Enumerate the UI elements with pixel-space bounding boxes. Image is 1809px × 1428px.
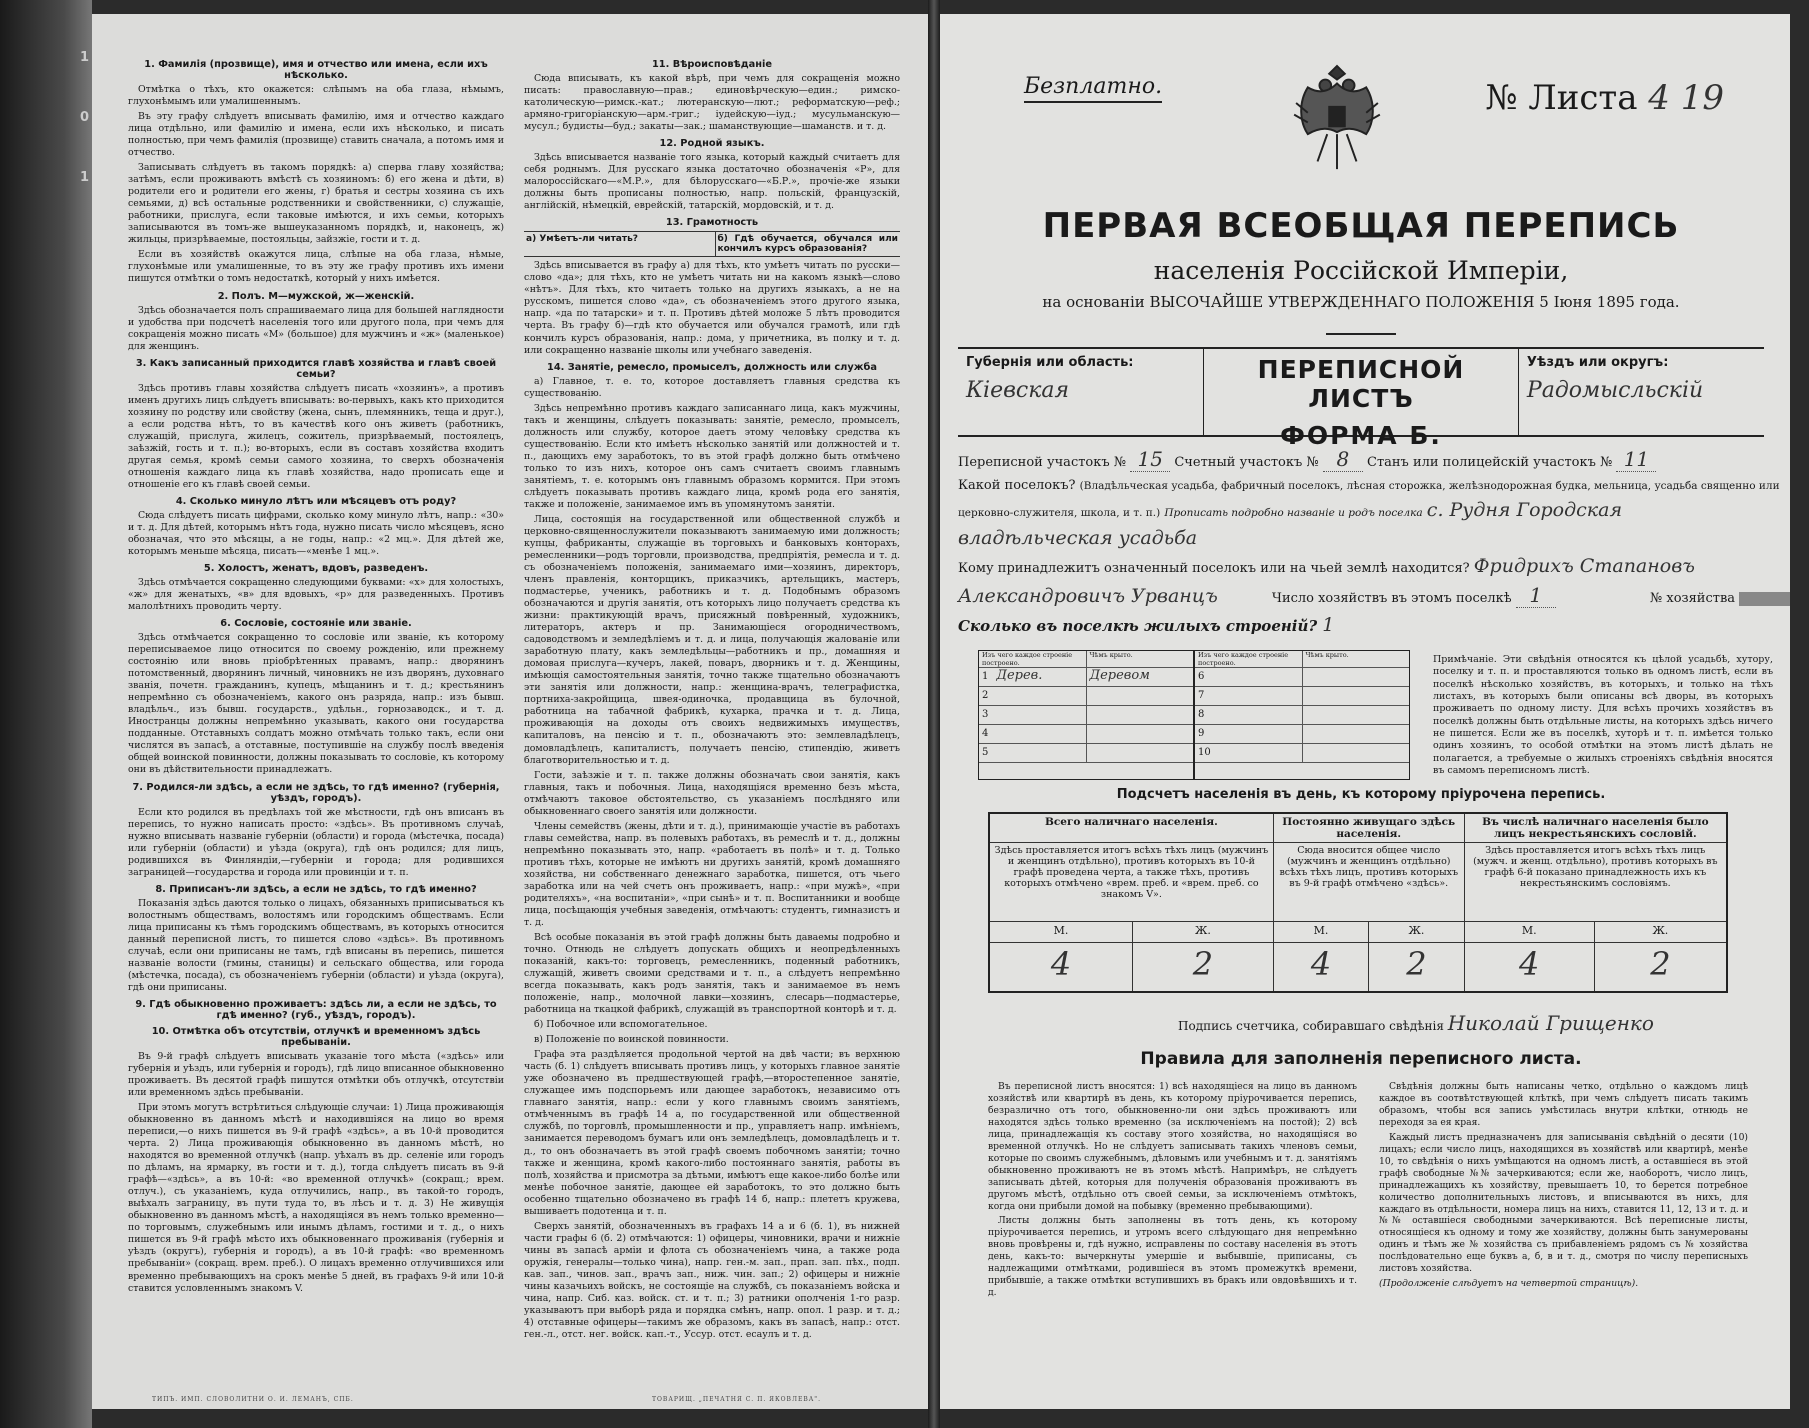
instruction-heading: 8. Приписанъ-ли здѣсь, а если не здѣсь, то гдѣ именно?: [155, 883, 477, 895]
rule-paragraph: Въ переписной листъ вносятся: 1) всѣ находящіеся на лицо въ данномъ хозяйствѣ или квартирѣ въ день, къ которому пріурочивается перепись, безразлично отъ того, обыкновенно-ли они здѣсь проживаютъ или находятся здѣсь только временно (за исключеніемъ на постой); 2) всѣ лица, принадлежащія къ составу этого хозяйства, но находящіяся во временной отлучкѣ. Но не слѣдуетъ записывать такихъ членовъ семьи, которые по своимъ служебнымъ, дѣловымъ или учебнымъ и т. д. занятіямъ обыкновенно проживаютъ не въ этомъ мѣстѣ. Напримѣръ, не слѣдуетъ записывать дѣтей, которыя для полученія образованія проживаютъ въ другомъ мѣстѣ, отдѣльно отъ своей семьи, за исключеніемъ отмѣтокъ, когда они прибыли домой на побывку (временно пребывающими).: [988, 1081, 1357, 1212]
building-roof: [1086, 725, 1194, 743]
divider: [1326, 333, 1396, 335]
literacy-subheading: б) Гдѣ обучается, обучался или кончилъ курсъ образованія?: [715, 232, 901, 256]
female-label: Ж.: [1133, 922, 1274, 943]
buildings-header: Чѣмъ крыто.: [1302, 651, 1410, 667]
instruction-text: Здѣсь вписывается названіе того языка, который каждый считаетъ для себя роднымъ. Для русскаго языка достаточно обозначенія «Р», для малороссійскаго—«М.Р.», для бѣлорусскаго—«Б.Р.», прочіе-же языки должны быть прописаны полностью, напр. польскій, французскій, англійскій, нѣмецкій, еврейскій, татарскій, мордовскій, и т. д.: [524, 152, 900, 212]
document-subtitle: населенія Россійской Имперіи,: [1153, 256, 1569, 285]
instruction-heading: 6. Сословіе, состояніе или званіе.: [220, 618, 412, 630]
instruction-text: Лица, состоящія на государственной или общественной службѣ и церковно-священнослужители показываютъ занимаемую ими должность; купцы, фабриканты, служащіе въ торговыхъ и банковыхъ конторахъ, ремесленники—родъ торговли, производства, предпріятія, ремесла и т. д. съ обозначеніемъ положенія, занимаемаго ими—хозяинъ, директоръ, членъ правленія, конторщикъ, приказчикъ, артельщикъ, мастеръ, подмастерье, ученикъ, работникъ и т. д. Подобнымъ образомъ обозначаются и другія занятія, отъ которыхъ лицо получаетъ средства къ жизни: практикующій врачъ, присяжный повѣренный, художникъ, литераторъ, актеръ и пр. Занимающіеся огородничествомъ, садоводствомъ и земледѣліемъ и т. д. и лица, получающія жалованіе или заработную плату, какъ земледѣльцы—работникъ и пр., домашняя и домовая прислуга—кучеръ, лакей, поваръ, дворникъ и т. д. Женщины, имѣющія самостоятельныя занятія, точно также тщательно обозначаютъ эти занятія или должности, напр.: женщина-врачъ, телеграфистка, портниха-закройщица, швея-одиночка, продавщица въ булочной, работница на табачной фабрикѣ, кухарка, прачка и т. д. Лица, проживающія на доходы отъ своихъ недвижимыхъ имуществъ, капиталовъ, на пенсію и т. п., обозначаютъ это: землевладѣлецъ, домовладѣлецъ, капиталистъ, получаетъ пенсію, стипендію, живетъ благотворительностью и т. д.: [524, 513, 900, 766]
building-material-cell: [979, 668, 1086, 686]
stan-value: 11: [1616, 447, 1656, 472]
literacy-subcolumns: [524, 231, 900, 257]
province-value: Кіевская: [966, 378, 1070, 403]
instruction-heading: 12. Родной языкъ.: [659, 138, 765, 150]
form-name: ФОРМА Б.: [1280, 421, 1442, 450]
buildings-row: [979, 744, 1193, 763]
settlement-hint-3: Прописать подробно названіе и родъ поселка: [1164, 507, 1423, 519]
sheet-number-label: № Листа: [1485, 78, 1638, 118]
building-number: 7: [1198, 690, 1205, 701]
building-number: 5: [982, 747, 989, 758]
instruction-text: Показанія здѣсь даются только о лицахъ, обязанныхъ приписываться къ волостнымъ обществамъ, волостямъ или городскимъ обществамъ. Если лица приписаны къ тѣмъ городскимъ обществамъ, въ которыхъ относится данный переписной листъ, то пишется слово «здѣсь». Въ противномъ случаѣ, если они приписаны не тамъ, гдѣ вписаны въ перепись, пишется названіе волости (гмины, станицы) и сельскаго общества, или города (мѣстечка, посада), съ обозначеніемъ губерніи (области) и уѣзда (округа), гдѣ они приписаны.: [128, 897, 504, 993]
buildings-header-row: [979, 651, 1193, 668]
continued-note: (Продолженіе слѣдуетъ на четвертой страницѣ).: [1379, 1278, 1639, 1290]
building-roof: [1302, 706, 1410, 724]
district-value: Радомысльскій: [1526, 378, 1704, 403]
owner-label: Кому принадлежитъ означенный поселокъ или на чьей землѣ находится?: [958, 561, 1470, 576]
instruction-heading: 1. Фамилія (прозвище), имя и отчество или имена, если ихъ нѣсколько.: [144, 59, 488, 81]
right-page-census-form: [940, 14, 1790, 1409]
instruction-text: б) Побочное или вспомогательное.: [534, 1019, 708, 1031]
owner-value-2: Александровичъ Урванцъ: [958, 585, 1218, 607]
buildings-table-left: [979, 651, 1193, 779]
signature-label: Подпись счетчика, собиравшаго свѣдѣнія: [1178, 1019, 1444, 1033]
building-material-cell: [979, 744, 1086, 762]
owner-line-2: [958, 583, 1764, 608]
free-label: Безплатно.: [1024, 74, 1162, 103]
edge-mark: 1: [80, 170, 90, 185]
census-area-label: Переписной участокъ №: [958, 455, 1127, 470]
legal-basis: на основаніи ВЫСОЧАЙШЕ УТВЕРЖДЕННАГО ПОЛОЖЕНІЯ 5 Іюня 1895 года.: [1042, 293, 1680, 311]
instruction-heading: 7. Родился-ли здѣсь, а если не здѣсь, то гдѣ именно? (губернія, уѣздъ, городъ).: [132, 781, 500, 804]
building-number: 4: [982, 728, 989, 739]
settlement-hint: (Владѣльческая усадьба, фабричный поселокъ, лѣсная сторожка, желѣзнодорожная будка, мельница, усадьба священно или: [1079, 480, 1780, 492]
building-material-cell: [1195, 744, 1302, 762]
female-label: Ж.: [1594, 922, 1727, 943]
building-number: 2: [982, 690, 989, 701]
building-roof: [1086, 706, 1194, 724]
instruction-text: Сюда слѣдуетъ писать цифрами, сколько кому минуло лѣтъ, напр.: «30» и т. д. Для дѣтей, которымъ нѣтъ года, нужно писать число мѣсяцевъ, ясно обозначая, что это мѣсяцы, а не годы, напр.: «2 мц.». Для дѣтей же, которымъ меньше мѣсяца, писать—«менѣе 1 мц.».: [128, 509, 504, 557]
buildings-row: [1195, 706, 1409, 725]
form-header: [958, 347, 1764, 450]
buildings-row: [979, 668, 1193, 687]
census-area-value: 15: [1130, 447, 1170, 472]
province-cell: [958, 349, 1203, 435]
count-area-value: 8: [1323, 447, 1363, 472]
buildings-note: Примѣчаніе. Эти свѣдѣнія относятся къ цѣлой усадьбѣ, хутору, поселку и т. п. и проставляются только въ одномъ листѣ, если въ поселкѣ нѣсколько хозяйствъ, въ которыхъ, и только на тѣхъ листахъ, въ которыхъ были описаны всѣ дворы, въ которыхъ проживаетъ по одному листу. Для всѣхъ прочихъ хозяйствъ въ поселкѣ должны быть отдѣльные листы, на которыхъ здѣсь ничего не пишется. Если же въ поселкѣ, хуторѣ и т. п. имѣется только одинъ хозяинъ, то особой отмѣтки на этомъ листѣ дѣлать не полагается, а требуемые о жилыхъ строеніяхъ свѣдѣнія вносятся въ самомъ переписномъ листѣ.: [1433, 654, 1773, 777]
count-head: Въ числѣ наличнаго населенія было лицъ некрестьянскихъ сословій.: [1464, 813, 1727, 843]
building-roof: [1086, 744, 1194, 762]
literacy-subheading: а) Умѣетъ-ли читать?: [526, 234, 638, 245]
instruction-heading: 5. Холостъ, женатъ, вдовъ, разведенъ.: [203, 563, 429, 575]
instruction-text: Отмѣтка о тѣхъ, кто окажется: слѣпымъ на оба глаза, нѣмымъ, глухонѣмымъ или умалишеннымъ.: [128, 84, 504, 108]
building-material-cell: [979, 725, 1086, 743]
sheet-number: [1485, 78, 1724, 118]
building-material-cell: [1195, 687, 1302, 705]
instruction-text: Если кто родился въ предѣлахъ той же мѣстности, гдѣ онъ вписанъ въ перепись, то нужно написать просто: «здѣсь». Въ противномъ случаѣ, нужно вписывать названіе губерніи (области) и города (мѣстечка, посада) или губерніи (области) и уѣзда (округа), гдѣ онъ родился; для лицъ, родившихся въ Финляндіи,—губерніи и города; для родившихся заграницей—государства и города или провинціи и т. п.: [128, 806, 504, 878]
buildings-table-right: [1193, 651, 1409, 779]
signature-value: Николай Грищенко: [1447, 1011, 1654, 1035]
building-roof: [1086, 687, 1194, 705]
edge-mark: 0: [80, 110, 90, 125]
count-head: Постоянно живущаго здѣсь населенія.: [1273, 813, 1464, 843]
building-material-cell: [1195, 668, 1302, 686]
instruction-text: Здѣсь обозначается полъ спрашиваемаго лица для большей наглядности и удобства при подсчетѣ населенія того или другого пола, при чемъ для сокращенія можно писать «М» (большое) для мужчинъ и «ж» (маленькое) для женщинъ.: [128, 304, 504, 352]
household-no-redacted: [1739, 592, 1790, 606]
count-value: 4: [1464, 943, 1594, 993]
instruction-text: Въ эту графу слѣдуетъ вписывать фамилію, имя и отчество каждаго лица отдѣльно, или фамилію и имена, если ихъ нѣсколько, и писать полностью, при чемъ фамилія (прозвище) ставить сначала, а потомъ имя и отчество.: [128, 111, 504, 159]
stan-label: Станъ или полицейскій участокъ №: [1367, 455, 1613, 470]
building-roof: [1302, 744, 1410, 762]
rules-column-1: [988, 1081, 1357, 1302]
building-material-cell: [979, 706, 1086, 724]
settlement-line: [958, 478, 1780, 493]
instruction-text: Здѣсь противъ главы хозяйства слѣдуетъ писать «хозяинъ», а противъ именъ другихъ лицъ слѣдуетъ вписывать: во-первыхъ, какъ кто приходится хозяину по родству или свойству (жена, сынъ, племянникъ, теща и друг.), а если родства нѣтъ, то въ качествѣ кого онъ живетъ (работникъ, служащій, прислуга, жилецъ, сожитель, призрѣваемый, постоялецъ, заѣзжій, гость и т. п.); во-вторыхъ, если въ составъ хозяйства входитъ другая семья, кромѣ семьи самого хозяина, то сверхъ обозначенія отношенія каждаго лица къ главѣ хозяйства, надо прописать еще и отношеніе его къ главѣ своей семьи.: [128, 382, 504, 490]
households-label: Число хозяйствъ въ этомъ поселкѣ: [1271, 591, 1512, 606]
instruction-text: Здѣсь непремѣнно противъ каждаго записаннаго лица, какъ мужчины, такъ и женщины, слѣдуетъ показывать: занятіе, ремесло, промыселъ, должность или службу, которое даетъ этому человѣку средства къ существованію. Если кто имѣетъ нѣсколько занятій или должностей и т. п., дающихъ ему заработокъ, то въ этой графѣ должно быть отмѣчено только то изъ нихъ, которое онъ самъ считаетъ своимъ главнымъ занятіемъ, т. е. которымъ онъ главнымъ образомъ кормится. При этомъ слѣдуетъ показывать противъ каждаго лица, кромѣ рода его занятія, также и положеніе, занимаемое имъ въ упомянутомъ занятіи.: [524, 402, 900, 510]
household-no-label: № хозяйства: [1649, 591, 1736, 606]
district-cell: [1519, 349, 1764, 435]
building-number: 8: [1198, 709, 1205, 720]
building-number: 3: [982, 709, 989, 720]
instruction-heading: 10. Отмѣтка объ отсутствіи, отлучкѣ и временномъ здѣсь пребываніи.: [151, 1025, 481, 1048]
instruction-text: в) Положеніе по воинской повинности.: [534, 1034, 729, 1046]
count-area-label: Счетный участокъ №: [1174, 455, 1319, 470]
building-material-cell: [1195, 706, 1302, 724]
instruction-text: Графа эта раздѣляется продольной чертой на двѣ части; въ верхнюю часть (б. 1) слѣдуетъ вписывать противъ лицъ, у которыхъ главное занятіе уже обозначено въ предшествующей графѣ,—второстепенное занятіе, служащее имъ подспорьемъ или дающее заработокъ, независимо отъ главнаго занятія, напр.: если у кого главнымъ своимъ занятіемъ, отмѣченнымъ въ графѣ 14 а, по государственной или общественной службѣ, по торговлѣ, промышленности и пр., управляетъ напр. имѣніемъ, занимается переводомъ бумагъ или онъ земледѣлецъ, домовладѣлецъ и т. д., то онъ обозначаетъ въ этой графѣ своемъ побочномъ занятіи; точно также и женщина, кромѣ какого-либо постояннаго занятія, работы въ полѣ, хозяйства и присмотра за дѣтьми, имѣютъ еще какое-либо болѣе или менѣе побочное занятіе, дающее ей заработокъ, то это должно быть особенно тщательно обозначено въ графѣ 14 б, напр.: плететъ кружева, вышиваетъ подотенца и т. п.: [524, 1049, 900, 1217]
count-desc: Здѣсь проставляется итогъ всѣхъ тѣхъ лицъ (мужч. и женщ. отдѣльно), противъ которыхъ въ графѣ 6-й показано принадлежность ихъ къ некрестьянскимъ сословіямъ.: [1464, 843, 1727, 922]
rule-paragraph: Листы должны быть заполнены въ тотъ день, къ которому пріурочивается перепись, и утромъ всего слѣдующаго дня непремѣнно вновь провѣрены и, гдѣ нужно, исправлены по составу населенія въ этотъ день, какъ-то: вычеркнуты умершіе и выбывшіе, приписаны, съ надлежащими отмѣтками, родившіеся въ этомъ промежуткѣ времени, прибывшіе, а также отмѣтки вступившихъ въ бракъ или овдовѣвшихъ и т. д.: [988, 1215, 1357, 1299]
count-value: 2: [1594, 943, 1727, 993]
buildings-header: Чѣмъ крыто.: [1086, 651, 1194, 667]
book-left-edge: [0, 0, 92, 1428]
building-roof: [1302, 687, 1410, 705]
building-number: 6: [1198, 671, 1205, 682]
building-material: Дерев.: [996, 668, 1043, 683]
rule-paragraph: Каждый листъ предназначенъ для записыванія свѣдѣній о десяти (10) лицахъ; если число лицъ, находящихся въ хозяйствѣ или квартирѣ, менѣе 10, то свѣдѣнія о нихъ умѣщаются на одномъ листѣ, а оставшіеся въ этой графѣ свободные №№ зачеркиваются; если же, наоборотъ, число лицъ, принадлежащихъ къ хозяйству, превышаетъ 10, то берется потребное количество дополнительныхъ листовъ, и вписываются въ нихъ, для каждаго въ отдѣльности, номера лицъ на нихъ, ставится 11, 12, 13 и т. д. и №№ оставшіеся свободными зачеркиваются. Всѣ переписные листы, относящіеся къ одному и тому же хозяйству, должны быть занумерованы одинъ и тѣмъ же № хозяйства съ прибавленіемъ рядомъ съ № хозяйства послѣдовательно еще буквъ а, б, в и т. д., смотря по числу переписныхъ листовъ хозяйства.: [1379, 1131, 1748, 1275]
instruction-heading: 13. Грамотность: [665, 217, 759, 229]
male-label: М.: [1464, 922, 1594, 943]
instruction-text: Здѣсь вписывается въ графу а) для тѣхъ, кто умѣетъ читать по русски—слово «да»; для тѣхъ, кто не умѣетъ читать ни на какомъ языкѣ—слово «нѣтъ». Для тѣхъ, кто читаетъ только на другихъ языкахъ, а не на русскомъ, пишется слово «да», съ обозначеніемъ этого другого языка, напр. «да по татарски» и т. п. Противъ дѣтей моложе 5 лѣтъ проводится черта. Въ графу б)—гдѣ кто обучается или обучался грамотѣ, или гдѣ кончилъ курсъ образованія, напр.: дома, у причетника, въ полку и т. д. или сокращенно названіе школы или учебнаго заведенія.: [524, 260, 900, 356]
buildings-row: [1195, 687, 1409, 706]
households-value: 1: [1516, 583, 1556, 608]
buildings-row: [1195, 725, 1409, 744]
count-desc: Здѣсь проставляется итогъ всѣхъ тѣхъ лицъ (мужчинъ и женщинъ отдѣльно), противъ которыхъ въ 10-й графѣ проведена черта, а также тѣхъ, противъ которыхъ отмѣчено «врем. преб. и «врем. преб. со знакомъ V».: [989, 843, 1273, 922]
male-label: М.: [1273, 922, 1368, 943]
buildings-row: [979, 725, 1193, 744]
count-desc: Сюда вносится общее число (мужчинъ и женщинъ отдѣльно) всѣхъ тѣхъ лицъ, противъ которыхъ въ 9-й графѣ отмѣчено «здѣсь».: [1273, 843, 1464, 922]
printer-imprint: ТИПЪ. ИМП. СЛОВОЛИТНИ О. И. ЛЕМАНЪ, СПБ.: [152, 1396, 354, 1403]
female-label: Ж.: [1369, 922, 1464, 943]
buildings-label: Сколько въ поселкѣ жилыхъ строеній?: [958, 617, 1318, 635]
buildings-header: Изъ чего каждое строеніе построено.: [982, 651, 1073, 667]
settlement-line-2: [958, 499, 1764, 521]
settlement-value: с. Рудня Городская: [1426, 499, 1623, 521]
building-roof: [1302, 725, 1410, 743]
district-label: Уѣздъ или округъ:: [1526, 355, 1669, 370]
instruction-heading: 9. Гдѣ обыкновенно проживаетъ: здѣсь ли, а если не здѣсь, то гдѣ именно? (губ., уѣздъ, городъ).: [135, 998, 497, 1021]
settlement-hint-2: церковно-служителя, школа, и т. п.): [958, 507, 1161, 519]
form-title-cell: [1203, 349, 1519, 450]
imperial-eagle-emblem: [1288, 64, 1386, 176]
instruction-text: Гости, заѣзжіе и т. п. также должны обозначать свои занятія, какъ главныя, такъ и побочныя. Лица, находящіяся временно безъ мѣста, отмѣчаютъ таковое обстоятельство, съ указаніемъ послѣдняго или обыкновеннаго своего занятія или должности.: [524, 769, 900, 817]
count-value: 4: [989, 943, 1133, 993]
instruction-text: Записывать слѣдуетъ въ такомъ порядкѣ: а) сперва главу хозяйства; затѣмъ, если проживаютъ вмѣстѣ съ хозяиномъ: б) его жена и дѣти, в) родители его и родители его жены, г) братья и сестры хозяина съ ихъ семьями, д) всѣ остальные родственники и свойственники, с) служащіе, работники, прислуга, если таковые имѣются, и ихъ семьи, которыхъ записываются въ томъ-же вышеуказанномъ порядкѣ, и, наконецъ, ж) жильцы, призрѣваемые, постояльцы, зайзжіе, гости и т. д.: [128, 162, 504, 246]
instruction-heading: 11. Вѣроисповѣданіе: [651, 59, 773, 70]
printer-imprint: ТОВАРИЩ. „ПЕЧАТНЯ С. П. ЯКОВЛЕВА".: [652, 1396, 821, 1403]
building-material-cell: [979, 687, 1086, 705]
owner-value: Фридрихъ Стапановъ: [1473, 555, 1695, 577]
instruction-text: Сверхъ занятій, обозначенныхъ въ графахъ 14 а и 6 (б. 1), въ нижней части графы 6 (б. 2) отмѣчаются: 1) офицеры, чиновники, врачи и нижніе чины въ запасѣ арміи и флота съ обозначеніемъ чина, а также рода оружія, генералы—только чина), напр. ген.-м. зап., прап. зап. пѣх., подп. кав. зап., чинов. зап., врачъ зап., ниж. чин. зап.; 2) офицеры и нижніе чины казачьихъ войскъ, не состоящіе на службѣ, съ показаніемъ войска и чина, напр. Сиб. каз. войск. ст. и т. п.; 3) ратники ополченія 1-го разр. указываютъ при выборѣ ряда и порядка смѣнъ, напр. опол. 1 разр. и т. д.; 4) отставные офицеры—такимъ же образомъ, какъ въ запасѣ, напр.: отст. ген.-л., отст. нег. войск. кап.-т., Уссур. отст. есаулъ и т. д.: [524, 1220, 900, 1340]
form-top: [958, 34, 1764, 184]
male-label: М.: [989, 922, 1133, 943]
instructions-column-1: [128, 54, 504, 1389]
rule-paragraph: Свѣдѣнія должны быть написаны четко, отдѣльно о каждомъ лицѣ каждое въ соотвѣтствующей клѣткѣ, при чемъ слѣдуетъ писать такимъ образомъ, чтобы вся запись умѣстилась внутри клѣтки, отнюдь не переходя за ея края.: [1379, 1081, 1748, 1128]
enumerator-signature: [1178, 1011, 1764, 1035]
rules-column-2: [1379, 1081, 1748, 1302]
count-value: 2: [1133, 943, 1274, 993]
settlement-value-2: владѣльческая усадьба: [958, 527, 1198, 549]
instruction-heading: 4. Сколько минуло лѣтъ или мѣсяцевъ отъ роду?: [175, 495, 457, 507]
population-count-title: Подсчетъ населенія въ день, къ которому пріурочена перепись.: [1116, 787, 1606, 802]
count-value: 4: [1273, 943, 1368, 993]
instructions-column-2: [524, 54, 900, 1389]
instruction-text: Здѣсь отмѣчается сокращенно то сословіе или званіе, къ которому переписываемое лицо относится по своему рожденію, или прежнему состоянію или вновь пріобрѣтенных правамъ, напр.: дворянинъ потомственный, дворянинъ личный, чиновникъ не изъ дворянъ, духовнаго званія, почетн. гражданинъ, купецъ, мѣщанинъ и т. д.; крестьянинъ непремѣнно съ обозначеніемъ, какого онъ разряда, напр.: изъ бывш. владѣльч., изъ бывш. государств., удѣльн., горнозаводск., и т. д. Иностранцы должны непремѣнно указывать, какого они государства подданные. Отставныхъ солдатъ можно отмѣчать только такъ, если они числятся въ запасѣ, а отставные, поступившіе на службу послѣ введенія общей воинской повинности, должны показывать то сословіе, къ которому они въ дѣйствительности принадлежатъ.: [128, 632, 504, 776]
census-area-line: [958, 447, 1764, 472]
settlement-line-3: [958, 527, 1764, 549]
instruction-text: При этомъ могутъ встрѣтиться слѣдующіе случаи: 1) Лица проживающія обыкновенно въ данномъ мѣстѣ и находившіяся на лицо во время переписи,—о нихъ пишется въ 9-й графѣ «здѣсь», а въ 10-й проводится черта. 2) Лица проживающія обыкновенно въ данномъ мѣстѣ, но находятся во временной отлучкѣ (напр. уѣхалъ въ др. селеніе или городъ по дѣламъ, на ярмарку, въ гости и т. д.), тогда слѣдуетъ писать въ 9-й графѣ—«здѣсь», а въ 10-й: «во временной отлучкѣ» (сокращ.; врем. отлуч.), съ указаніемъ, куда отлучились, напр., въ такой-то городъ, выѣхалъ заграницу, въ пути туда то, въ лѣсъ и т. д. 3) Не живущія обыкновенно въ данномъ мѣстѣ, а находящіяся въ немъ только временно—по торговымъ, служебнымъ или инымъ дѣламъ, гостими и т. д., о нихъ пишется въ 9-й графѣ мѣсто ихъ обыкновеннаго проживанія (губернія и уѣздъ (округъ), губернія и городъ), а въ 10-й графѣ: «во временномъ пребываніи» (сокращ. врем. преб.). О лицахъ временно отлучившихся или временно пребывающихъ на срокъ менѣе 5 дней, въ графахъ 9-й или 10-й ставится условленнымъ знакомъ V.: [128, 1102, 504, 1294]
book-spine: [928, 0, 940, 1428]
buildings-header: Изъ чего каждое строеніе построено.: [1198, 651, 1289, 667]
buildings-row: [979, 706, 1193, 725]
instruction-heading: 3. Какъ записанный приходится главѣ хозяйства и главѣ своей семьи?: [135, 357, 497, 380]
buildings-header-row: [1195, 651, 1409, 668]
buildings-section: [958, 614, 1773, 777]
building-number: 1: [982, 671, 989, 682]
building-material-cell: [1195, 725, 1302, 743]
rules-title: Правила для заполненія переписного листа.: [1140, 1049, 1582, 1069]
buildings-value: 1: [1322, 614, 1335, 636]
count-value: 2: [1369, 943, 1464, 993]
count-head: Всего наличнаго населенія.: [989, 813, 1273, 843]
buildings-table: [978, 650, 1410, 780]
buildings-row: [979, 687, 1193, 706]
building-number: 9: [1198, 728, 1205, 739]
document-title: ПЕРВАЯ ВСЕОБЩАЯ ПЕРЕПИСЬ: [1042, 206, 1680, 246]
instruction-text: Члены семействъ (жены, дѣти и т. д.), принимающіе участіе въ работахъ главы семейства, напр. въ полевыхъ работахъ, въ ремеслѣ и т. д., должны непремѣнно показывать это, напр. «работаетъ въ полѣ» и т. д. Только противъ тѣхъ, которые не имѣютъ ни другихъ занятій, кромѣ домашняго хозяйства, ни собственнаго денежнаго заработка, пишется, отъ чьего заработка или на чей счетъ онъ проживаетъ, напр.: «при мужѣ», «при родителяхъ», «на воспитаніи», «при сынѣ» и т. п. Воспитанники и вообще лица, посѣщающія учебныя заведенія, отмѣчаютъ: студентъ, гимназистъ и т. д.: [524, 820, 900, 928]
province-label: Губернія или область:: [966, 355, 1134, 370]
instruction-text: Сюда вписывать, къ какой вѣрѣ, при чемъ для сокращенія можно писать: православную—прав.; единовѣрческую—един.; римско-католическую—римск.-кат.; лютеранскую—лют.; реформатскую—реф.; армяно-григоріанскую—арм.-григ.; іудейскую—іуд.; мусульманскую—мусул.; будисты—буд.; закаты—зак.; шаманствующие—шаманств. и т. д.: [524, 73, 900, 133]
settlement-label: Какой поселокъ?: [958, 478, 1076, 493]
buildings-row: [1195, 744, 1409, 763]
rules-section: [988, 1081, 1748, 1302]
edge-mark: 1: [80, 50, 90, 65]
buildings-row: [1195, 668, 1409, 687]
form-title: ПЕРЕПИСНОЙ ЛИСТЪ: [1257, 355, 1465, 413]
instruction-text: а) Главное, т. е. то, которое доставляетъ главныя средства къ существованію.: [524, 375, 900, 399]
instruction-text: Здѣсь отмѣчается сокращенно следующими буквами: «х» для холостыхъ, «ж» для женатыхъ, «в» для вдовыхъ, «р» для разведенныхъ. Противъ малолѣтнихъ проводить черту.: [128, 577, 504, 613]
instruction-text: Всѣ особые показанія въ этой графѣ должны быть даваемы подробно и точно. Отнюдь не слѣдуетъ допускать общихъ и неопредѣленныхъ показаній, какъ-то: торговецъ, ремесленникъ, поденный работникъ, служащій, живетъ своими средствами и т. п., а слѣдуетъ непремѣнно всегда показывать, какъ родъ занятія, такъ и занимаемое въ немъ положеніе, напр., молочной лавки—хозяинъ, слесарь—подмастерье, работница на ткацкой фабрикѣ, служащій въ транспортной конторѣ и т. д.: [524, 931, 900, 1016]
left-page-instructions: [92, 14, 928, 1409]
instruction-heading: 2. Полъ. М—мужской, ж—женскій.: [217, 290, 415, 302]
building-roof: Деревом: [1086, 668, 1194, 686]
building-number: 10: [1198, 747, 1211, 758]
owner-line: [958, 555, 1764, 577]
population-count-table: [988, 812, 1728, 993]
instruction-text: Въ 9-й графѣ слѣдуетъ вписывать указаніе того мѣста («здѣсь» или губернія и уѣздъ, или губернія и городъ), гдѣ лицо вписанное обыкновенно проживаетъ. Въ десятой графѣ пишутся отмѣтки объ отлучкѣ, отсутствіи или временномъ здѣсь пребываніи.: [128, 1050, 504, 1099]
instruction-text: Если въ хозяйствѣ окажутся лица, слѣпые на оба глаза, нѣмые, глухонѣмые или умалишенные, то въ эту же графу противъ ихъ имени пишутся отмѣтки о томъ недостаткѣ, который у нихъ имѣется.: [128, 249, 504, 285]
instruction-heading: 14. Занятіе, ремесло, промыселъ, должность или служба: [547, 361, 877, 373]
sheet-number-value: 4 19: [1648, 78, 1724, 118]
building-roof: [1302, 668, 1410, 686]
